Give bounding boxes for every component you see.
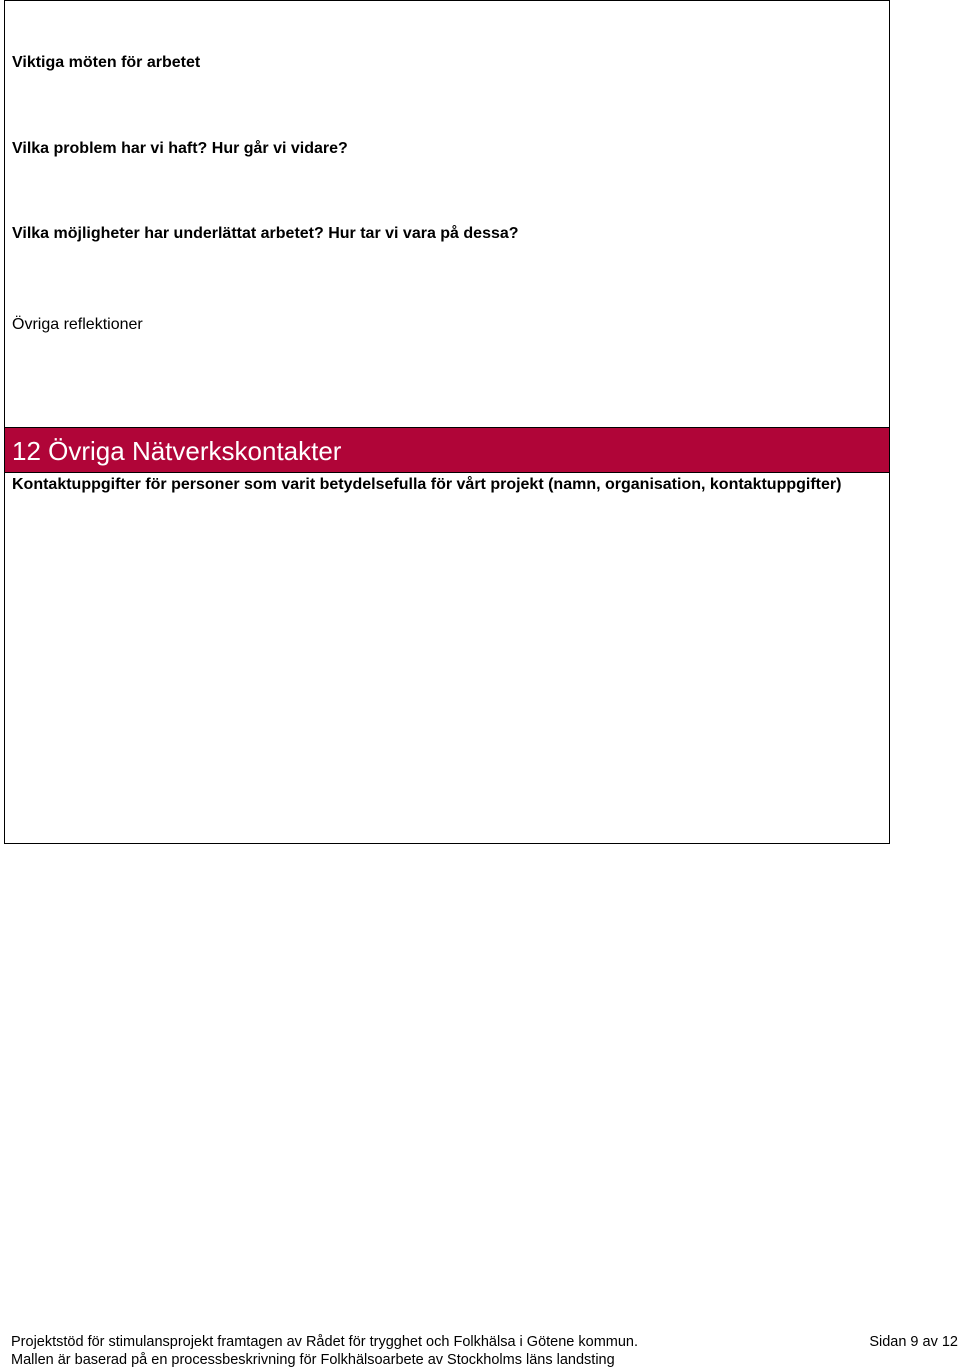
- other-reflections-label: Övriga reflektioner: [12, 316, 143, 333]
- page-number: Sidan 9 av 12: [869, 1334, 958, 1350]
- section-description: Kontaktuppgifter för personer som varit betydelsefulla för vårt projekt (namn, organisation, kontaktuppgifter): [12, 476, 842, 493]
- question-important-meetings: Viktiga möten för arbetet: [12, 54, 201, 71]
- section-header: [5, 427, 889, 473]
- section-title: 12 Övriga Nätverkskontakter: [12, 436, 342, 466]
- question-opportunities: Vilka möjligheter har underlättat arbetet? Hur tar vi vara på dessa?: [12, 225, 519, 242]
- form-frame: [4, 0, 890, 844]
- footer-line-2: Mallen är baserad på en processbeskrivning för Folkhälsoarbete av Stockholms läns landsting: [11, 1352, 615, 1368]
- footer-line-1: Projektstöd för stimulansprojekt framtagen av Rådet för trygghet och Folkhälsa i Götene kommun.: [11, 1334, 639, 1350]
- question-problems: Vilka problem har vi haft? Hur går vi vidare?: [12, 140, 348, 157]
